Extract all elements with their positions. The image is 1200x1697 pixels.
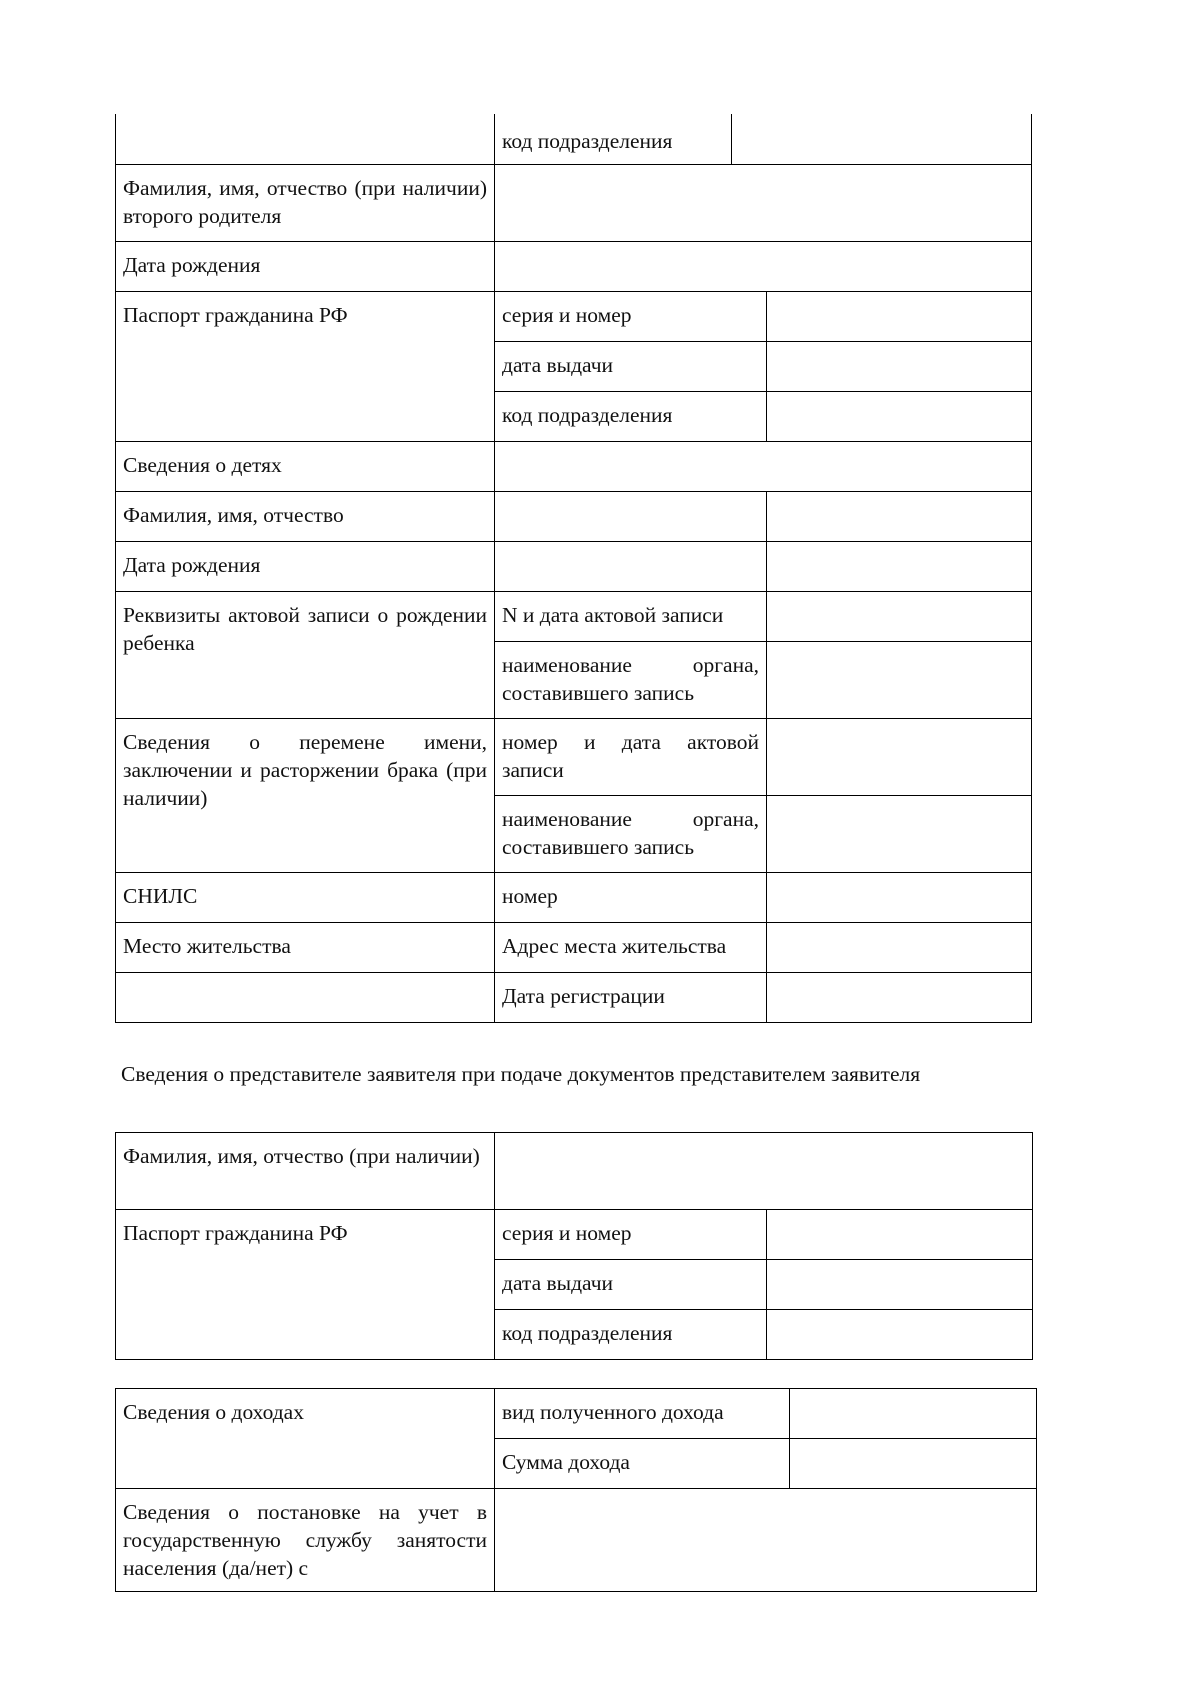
income-label: Сведения о доходах <box>123 1400 304 1424</box>
birth-record-number-date: N и дата актовой записи <box>502 603 724 627</box>
birth-record-label: Реквизиты актовой записи о рождении ребенка <box>123 603 487 655</box>
child-birth-label: Дата рождения <box>123 553 261 577</box>
residence-label: Место жительства <box>123 934 291 958</box>
second-parent-passport-date: дата выдачи <box>502 353 614 377</box>
income-type-label: вид полученного дохода <box>502 1400 724 1424</box>
second-parent-fio-label: Фамилия, имя, отчество (при наличии) второго родителя <box>123 176 487 228</box>
representative-passport-label: Паспорт гражданина РФ <box>123 1221 348 1245</box>
name-change-number-date: номер и дата актовой записи <box>502 730 759 782</box>
representative-passport-date: дата выдачи <box>502 1271 614 1295</box>
residence-address-label: Адрес места жительства <box>502 934 727 958</box>
cell-unit-code-top: код подразделения <box>502 129 673 153</box>
employment-registration-label: Сведения о постановке на учет в государственную службу занятости населения (да/нет) с <box>123 1500 487 1580</box>
second-parent-passport-label: Паспорт гражданина РФ <box>123 303 348 327</box>
second-parent-passport-code: код подразделения <box>502 403 673 427</box>
registration-date-label: Дата регистрации <box>502 984 665 1008</box>
second-parent-birth-label: Дата рождения <box>123 253 261 277</box>
income-amount-label: Сумма дохода <box>502 1450 630 1474</box>
child-fio-label: Фамилия, имя, отчество <box>123 503 344 527</box>
representative-passport-code: код подразделения <box>502 1321 673 1345</box>
representative-heading: Сведения о представителе заявителя при подаче документов представителем заявителя <box>121 1062 921 1086</box>
name-change-label: Сведения о перемене имени, заключении и расторжении брака (при наличии) <box>123 730 487 810</box>
second-parent-passport-series: серия и номер <box>502 303 632 327</box>
name-change-authority: наименование органа, составившего запись <box>502 807 759 859</box>
children-section-label: Сведения о детях <box>123 453 282 477</box>
snils-label: СНИЛС <box>123 884 198 908</box>
representative-fio-label: Фамилия, имя, отчество (при наличии) <box>123 1144 480 1168</box>
birth-record-authority: наименование органа, составившего запись <box>502 653 759 705</box>
representative-passport-series: серия и номер <box>502 1221 632 1245</box>
snils-number-label: номер <box>502 884 558 908</box>
